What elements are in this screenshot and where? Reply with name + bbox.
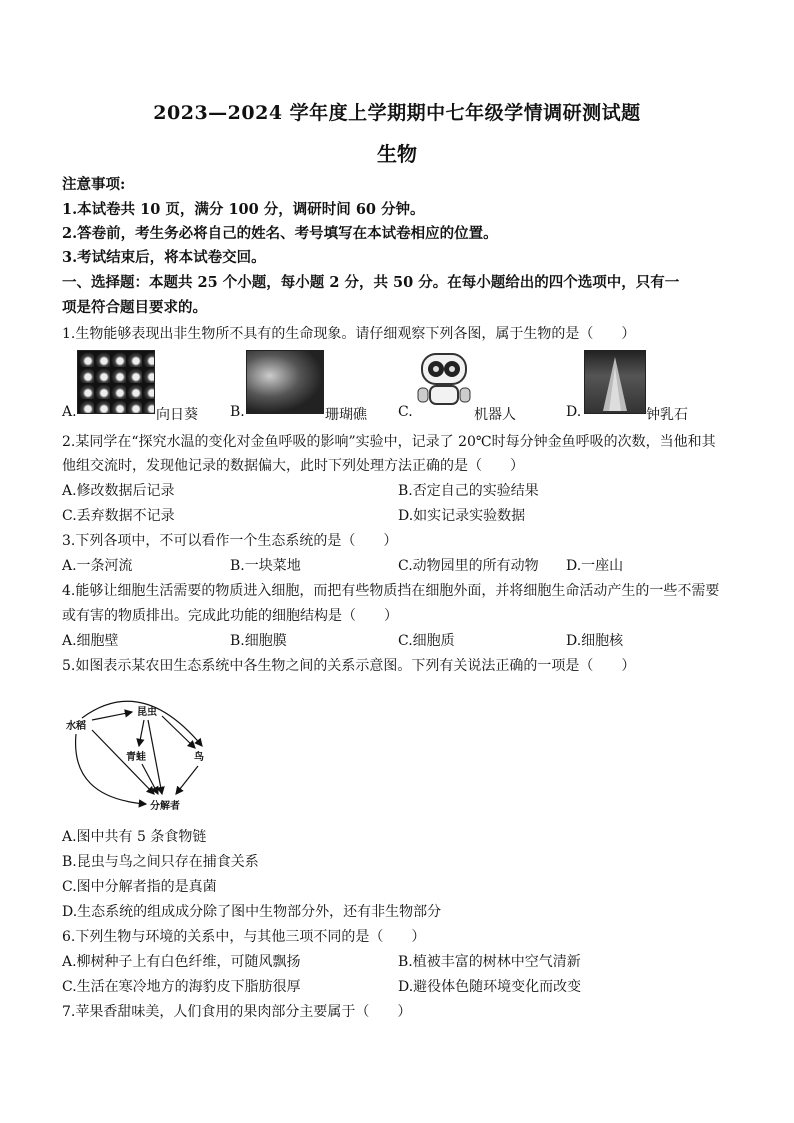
q3-option-d: D.一座山 (566, 558, 624, 574)
q3-stem: 3.下列各项中，不可以看作一个生态系统的是（ ） (62, 533, 398, 549)
q4-option-c: C.细胞质 (398, 633, 455, 649)
q3-option-a: A.一条河流 (62, 558, 133, 574)
q3-option-c: C.动物园里的所有动物 (398, 558, 539, 574)
q7-stem: 7.苹果香甜味美，人们食用的果肉部分主要属于（ ） (62, 1004, 412, 1020)
section-instructions-line1: 一、选择题：本题共 25 个小题，每小题 2 分，共 50 分。在每小题给出的四个选项中，只有一 (62, 274, 680, 291)
q6-option-b: B.植被丰富的树林中空气清新 (398, 954, 581, 970)
node-frog: 青蛙 (126, 752, 146, 763)
q4-option-d: D.细胞核 (566, 633, 624, 649)
notice-item-2: 2.答卷前，考生务必将自己的姓名、考号填写在本试卷相应的位置。 (62, 225, 498, 242)
q5-option-d: D.生态系统的组成成分除了图中生物部分外，还有非生物部分 (62, 904, 442, 920)
q1-option-a-letter: A. (62, 404, 77, 420)
q1-option-b-letter: B. (230, 404, 245, 420)
node-decomposer: 分解者 (150, 801, 180, 812)
q1-option-b-text: 珊瑚礁 (325, 407, 367, 423)
stalactite-photo (584, 350, 646, 414)
notice-item-3: 3.考试结束后，将本试卷交回。 (62, 249, 266, 266)
robot-photo (416, 350, 472, 412)
q5-option-c: C.图中分解者指的是真菌 (62, 879, 217, 895)
exam-title: 2023—2024 学年度上学期期中七年级学情调研测试题 (153, 102, 641, 124)
q1-option-d-letter: D. (566, 404, 582, 420)
q5-option-a: A.图中共有 5 条食物链 (62, 829, 207, 845)
sunflower-photo (77, 350, 155, 414)
notice-heading: 注意事项: (62, 176, 126, 193)
arrow-rice-decomposer (76, 734, 146, 804)
node-rice: 水稻 (66, 721, 86, 732)
q2-option-a: A.修改数据后记录 (62, 483, 175, 499)
subject-title: 生物 (377, 142, 417, 166)
q6-option-d: D.避役体色随环境变化而改变 (398, 979, 582, 995)
q4-stem-line2: 或有害的物质排出。完成此功能的细胞结构是（ ） (62, 608, 398, 624)
q1-option-c-letter: C. (398, 404, 413, 420)
node-bird: 鸟 (194, 752, 204, 763)
q4-option-a: A.细胞壁 (62, 633, 119, 649)
q4-option-b: B.细胞膜 (230, 633, 287, 649)
q4-stem-line1: 4.能够让细胞生活需要的物质进入细胞，而把有些物质挡在细胞外面，并将细胞生命活动产生的一些不需要 (62, 583, 720, 599)
q2-option-b: B.否定自己的实验结果 (398, 483, 539, 499)
q5-stem: 5.如图表示某农田生态系统中各生物之间的关系示意图。下列有关说法正确的一项是（ ） (62, 658, 636, 674)
q2-stem-line1: 2.某同学在“探究水温的变化对金鱼呼吸的影响”实验中，记录了 20℃时每分钟金鱼呼吸的次数，当他和其 (62, 434, 716, 450)
arrow-bird-decomposer (176, 766, 198, 794)
q1-stem: 1.生物能够表现出非生物所不具有的生命现象。请仔细观察下列各图，属于生物的是（ ） (62, 326, 636, 342)
q1-option-d-text: 钟乳石 (646, 407, 688, 423)
q3-option-b: B.一块菜地 (230, 558, 301, 574)
arrow-insect-frog (139, 720, 144, 746)
q5-option-b: B.昆虫与鸟之间只存在捕食关系 (62, 854, 259, 870)
node-insect: 昆虫 (137, 707, 157, 718)
food-web-diagram (62, 680, 222, 820)
q6-option-c: C.生活在寒冷地方的海豹皮下脂肪很厚 (62, 979, 301, 995)
coral-photo (246, 350, 324, 414)
q2-stem-line2: 他组交流时，发现他记录的数据偏大，此时下列处理方法正确的是（ ） (62, 458, 524, 474)
q6-option-a: A.柳树种子上有白色纤维，可随风飘扬 (62, 954, 301, 970)
notice-item-1: 1.本试卷共 10 页，满分 100 分，调研时间 60 分钟。 (62, 201, 425, 218)
q2-option-c: C.丢弃数据不记录 (62, 508, 175, 524)
q2-option-d: D.如实记录实验数据 (398, 508, 526, 524)
arrow-rice-insect (92, 712, 132, 720)
q1-option-c-text: 机器人 (474, 407, 516, 423)
arrow-insect-decomposer (148, 720, 162, 794)
q1-option-a-text: 向日葵 (156, 407, 198, 423)
section-instructions-line2: 项是符合题目要求的。 (62, 299, 207, 316)
q6-stem: 6.下列生物与环境的关系中，与其他三项不同的是（ ） (62, 929, 426, 945)
